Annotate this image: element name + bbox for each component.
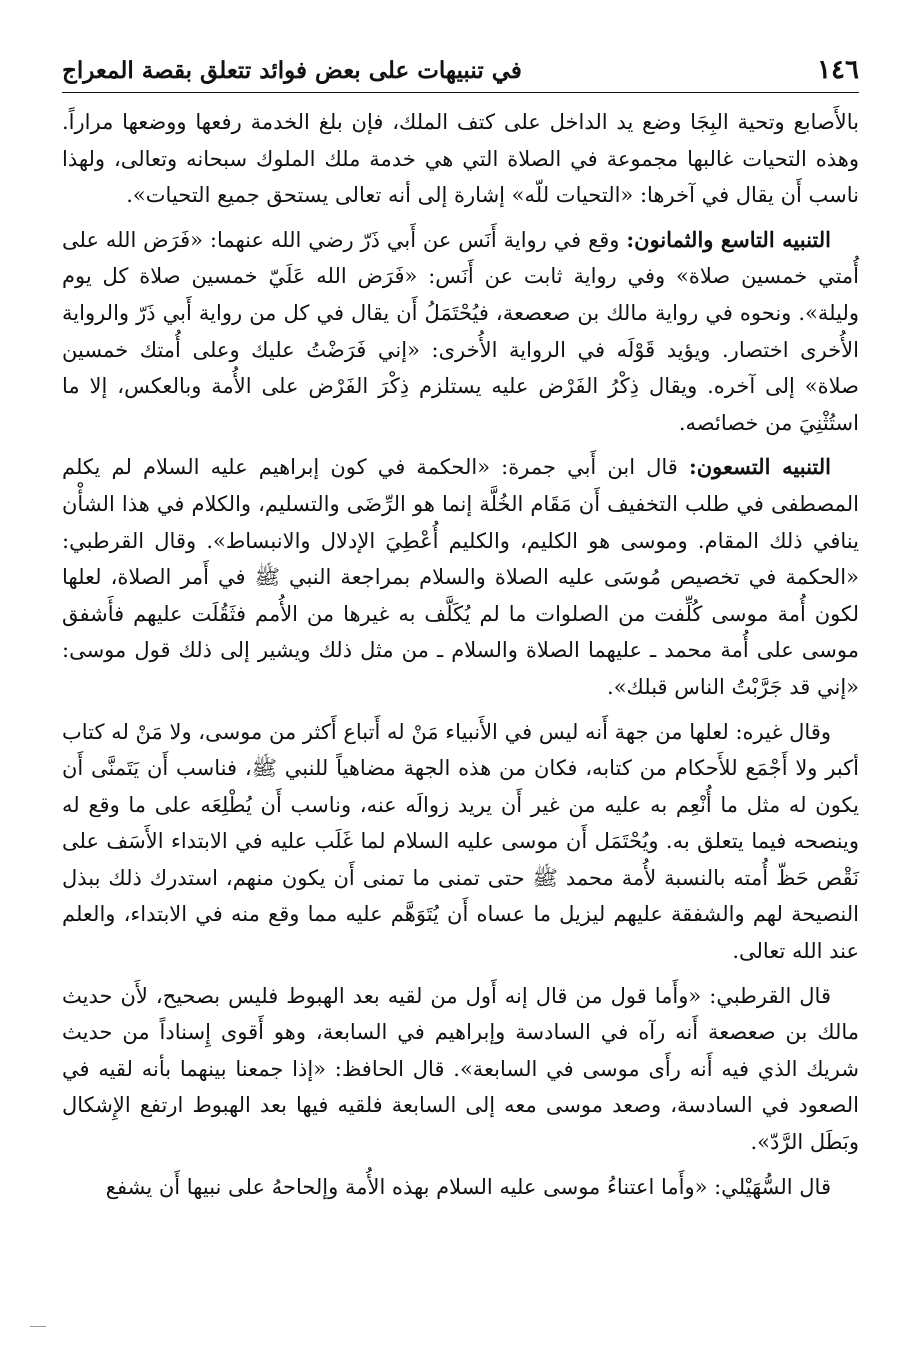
paragraph-note-90 (62, 449, 859, 705)
footer-rule (30, 1326, 46, 1327)
paragraph-text: قال القرطبي: «وأَما قول من قال إنه أَول من لقيه بعد الهبوط فليس بصحيح، لأَن حديث مالك بن صعصعة أَنه رآه في السادسة وإبراهيم في السابعة، وهو أَقوى إِسناداً من حديث شريك الذي فيه أَنه رأَى موسى في السابعة». قال الحافظ: «إذا جمعنا بينهما بأنه لقيه في الصعود في السادسة، وصعد موسى معه إلى السابعة فلقيه فيها بعد الهبوط ارتفع الإِشكال وبَطَل الرَّدّ». (62, 983, 859, 1155)
paragraph-other-opinion (62, 714, 859, 970)
paragraph-suhayli (62, 1169, 859, 1206)
paragraph-note-89 (62, 222, 859, 442)
header-title: في تنبيهات على بعض فوائد تتعلق بقصة المعراج (62, 56, 522, 84)
paragraph-text: بالأَصابع وتحية البِجَا وضع يد الداخل على كتف الملك، فإن بلغ الخدمة رفعها ووضعها مراراً. وهذه التحيات غالبها مجموعة في الصلاة التي هي خدمة ملك الملوك سبحانه وتعالى، ولهذا ناسب أَن يقال في آخرها: «التحيات للّه» إشارة إلى أنه تعالى يستحق جميع التحيات». (62, 110, 859, 208)
running-head (62, 48, 859, 93)
note-heading-90: التنبيه التسعون: (688, 454, 831, 480)
paragraph-text: قال السُّهَيْلي: «وأَما اعتناءُ موسى عليه السلام بهذه الأُمة وإلحاحهُ على نبيها أَن يشفع (105, 1174, 831, 1199)
note-heading-89: التنبيه التاسع والثمانون: (626, 226, 831, 252)
paragraph-text: وقال غيره: لعلها من جهة أَنه ليس في الأَنبياء مَنْ له أَتباع أَكثر من موسى، ولا مَنْ له كتاب أكبر ولا أَجْمَع للأَحكام من كتابه، فكان من هذه الجهة مضاهياً للنبي ﷺ، فناسب أَن يَتَمنَّى أَن يكون له مثل ما أُنْعِم به عليه من غير أَن يريد زوالَه عنه، وناسب أَن يُطْلِعَه على ما وقع له وينصحه فيما يتعلق به. ويُحْتَمَل أَن موسى عليه السلام لما غَلَب عليه في الابتداء الأَسَف على نَقْص حَظّ أُمته بالنسبة لأُمة محمد ﷺ حتى تمنى ما تمنى أَن يكون منهم، استدرك ذلك ببذل النصيحة لهم والشفقة عليهم ليزيل ما عساه أَن يُتَوَهَّم عليه مما وقع منه في الابتداء، والعلم عند الله تعالى. (62, 719, 859, 964)
body-text (62, 104, 859, 1331)
paragraph-continuation (62, 104, 859, 214)
paragraph-qurtubi (62, 978, 859, 1161)
page-number: ١٤٦ (817, 55, 859, 85)
paragraph-text: وقع في رواية أَنَس عن أَبي ذَرّ رضي الله عنهما: «فَرَض الله على أُمتي خمسين صلاة» وفي رواية ثابت عن أَنَس: «فَرَض الله عَلَيّ خمسين صلاة كل يوم وليلة». ونحوه في رواية مالك بن صعصعة، فيُحْتَمَلُ أَن يقال في كل من رواية أَبي ذَرّ والرواية الأُخرى اختصار. ويؤيد قَوْلَه في الرواية الأُخرى: «إني فَرَضْتُ عليك وعلى أُمتك خمسين صلاة» إلى آخره. ويقال ذِكْرُ الفَرْض عليه يستلزم ذِكْرَ الفَرْض على الأُمة وبالعكس، إلا ما استُثْنِيَ من خصائصه. (62, 227, 859, 435)
paragraph-text: قال ابن أَبي جمرة: «الحكمة في كون إبراهيم عليه السلام لم يكلم المصطفى في طلب التخفيف أَن مَقَام الخُلَّة إنما هو الرِّضَى والتسليم، والكلام في هذا الشأْن ينافي ذلك المقام. وموسى هو الكليم، والكليم أُعْطِيَ الإدلال والانبساط». وقال القرطبي: «الحكمة في تخصيص مُوسَى عليه الصلاة والسلام بمراجعة النبي ﷺ في أَمر الصلاة، لعلها لكون أُمة موسى كُلِّفت من الصلوات ما لم يُكَلَّف به غيرها من الأُمم فثَقُلَت عليهم فأَشفق موسى على أُمة محمد ـ عليهما الصلاة والسلام ـ من مثل ذلك ويشير إلى ذلك قول موسى: «إني قد جَرَّبْتُ الناس قبلك». (62, 455, 859, 699)
